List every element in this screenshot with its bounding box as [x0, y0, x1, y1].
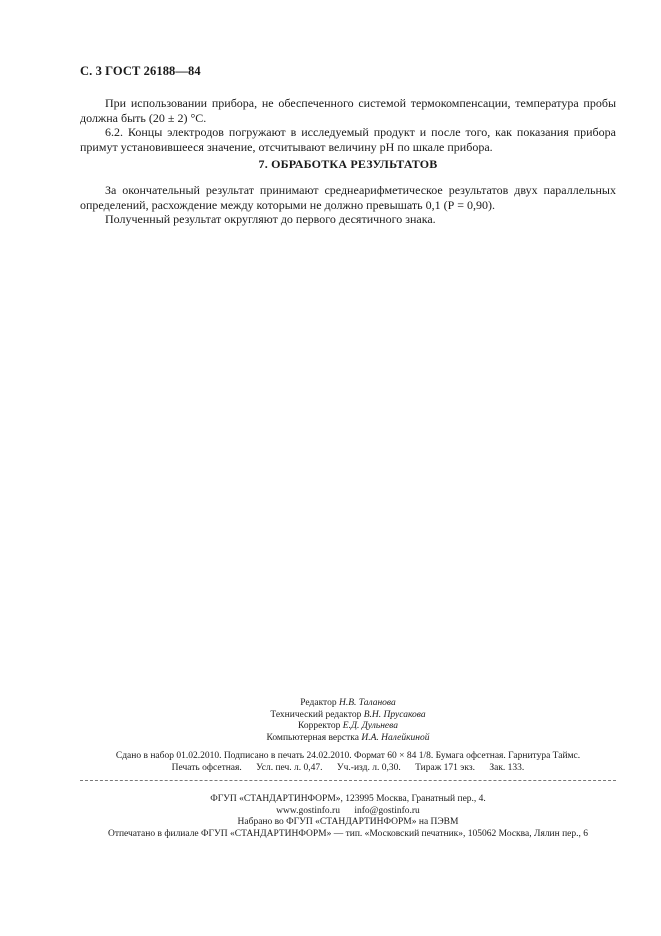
credit-editor-name: Н.В. Таланова	[338, 698, 396, 708]
credit-corrector-name: Е.Д. Дульнева	[342, 721, 398, 731]
credit-layout-name: И.А. Налейкиной	[361, 732, 430, 743]
imprint-print-sheets: Усл. печ. л. 0,47.	[256, 762, 323, 773]
credit-layout	[80, 733, 616, 745]
section-7-title: 7. ОБРАБОТКА РЕЗУЛЬТАТОВ	[258, 157, 438, 171]
credit-layout-role: Компьютерная верстка	[266, 732, 359, 743]
imprint-edition-sheets: Уч.-изд. л. 0,30.	[336, 762, 401, 773]
credit-corrector-role: Корректор	[298, 721, 341, 731]
publisher-typeset: Набрано во ФГУП «СТАНДАРТИНФОРМ» на ПЭВМ	[237, 817, 459, 827]
imprint-circulation: Тираж 171 экз.	[415, 762, 475, 773]
imprint-block	[80, 751, 616, 774]
credit-tech-editor	[80, 710, 616, 722]
publisher-block	[80, 794, 616, 840]
imprint-line-1: Сдано в набор 01.02.2010. Подписано в печать 24.02.2010. Формат 60 × 84 1/8. Бумага офсетная. Гарнитура Таймс.	[115, 751, 581, 761]
publisher-email: info@gostinfo.ru	[354, 805, 420, 816]
paragraph-temperature: При использовании прибора, не обеспеченного системой термокомпенсации, температура пробы должна быть (20 ± 2) °С.	[80, 96, 616, 125]
credit-editor-role: Редактор	[300, 698, 337, 708]
paragraph-rounding: Полученный результат округляют до первого десятичного знака.	[105, 212, 436, 226]
credit-editor	[80, 698, 616, 710]
publisher-website: www.gostinfo.ru	[276, 805, 340, 816]
credit-tech-name: В.Н. Прусакова	[363, 709, 426, 720]
credits-block	[80, 698, 616, 744]
imprint-order: Зак. 133.	[489, 762, 525, 773]
paragraph-final-result: За окончательный результат принимают среднеарифметическое результатов двух параллельных определений, расхождение между которыми не должно превышать 0,1 (Р = 0,90).	[80, 183, 616, 212]
section-7-text	[80, 183, 616, 227]
page-header: С. 3 ГОСТ 26188—84	[80, 64, 201, 78]
divider	[80, 780, 616, 781]
credit-corrector	[80, 721, 616, 733]
imprint-line-2	[80, 763, 616, 775]
credit-tech-role: Технический редактор	[270, 709, 362, 720]
publisher-printed: Отпечатано в филиале ФГУП «СТАНДАРТИНФОРМ» — тип. «Московский печатник», 105062 Москва, Лялин пер., 6	[107, 828, 589, 839]
imprint-print-type: Печать офсетная.	[171, 762, 242, 773]
publisher-contacts	[80, 806, 616, 818]
section-6-text	[80, 96, 616, 154]
paragraph-6-2: 6.2. Концы электродов погружают в исследуемый продукт и после того, как показания прибора примут установившееся значение, отсчитывают величину рН по шкале прибора.	[80, 125, 616, 154]
publisher-address: ФГУП «СТАНДАРТИНФОРМ», 123995 Москва, Гранатный пер., 4.	[210, 794, 486, 804]
